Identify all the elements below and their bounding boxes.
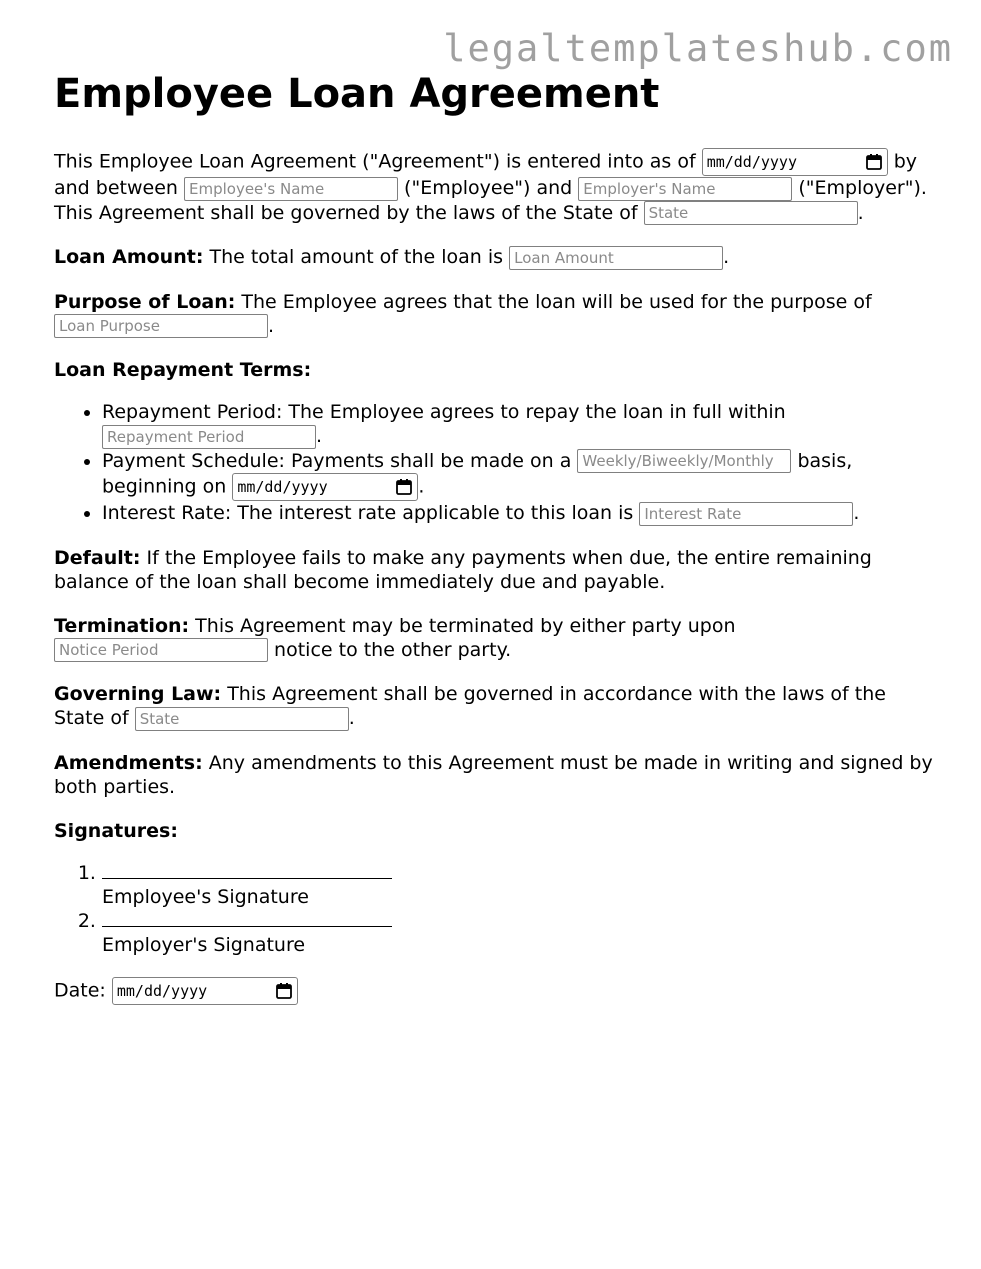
repayment-period-text: Repayment Period: The Employee agrees to repay the loan in full within	[102, 401, 786, 423]
document-title: Employee Loan Agreement	[54, 71, 660, 117]
loan-amount-text: The total amount of the loan is	[209, 246, 504, 268]
calendar-icon[interactable]	[275, 982, 293, 1000]
purpose-label: Purpose of Loan:	[54, 290, 236, 313]
employee-signature-label: 1. Employee's Signature	[102, 885, 309, 908]
amendments-paragraph	[54, 751, 934, 799]
repayment-heading: Loan Repayment Terms:	[54, 359, 312, 381]
calendar-icon[interactable]	[865, 153, 883, 171]
loan-amount-paragraph	[54, 245, 934, 270]
watermark: legaltemplateshub.com	[443, 27, 953, 70]
governing-law-paragraph	[54, 682, 934, 731]
default-label: Default:	[54, 546, 141, 569]
signatures-list	[54, 861, 934, 957]
intro-text-1: This Employee Loan Agreement ("Agreement") is entered into as of	[54, 150, 696, 173]
interest-rate-text: Interest Rate: The interest rate applicable to this loan is	[102, 502, 634, 524]
intro-paragraph	[54, 148, 934, 225]
loan-amount-input[interactable]	[509, 246, 723, 270]
period: .	[853, 502, 860, 524]
repayment-period-input[interactable]	[102, 425, 316, 449]
list-item	[102, 501, 934, 526]
list-item	[102, 909, 934, 957]
signature-date-input[interactable]	[112, 977, 298, 1005]
governing-law-label: Governing Law:	[54, 683, 222, 705]
intro-text-4: ("Employer"). This Agreement shall be governed by the laws of the State of	[54, 177, 927, 224]
signature-date-value: mm/dd/yyyy	[116, 981, 208, 1000]
employer-signature-label: 2. Employer's Signature	[102, 933, 306, 956]
signatures-heading: Signatures:	[54, 819, 178, 842]
intro-text-3: ("Employee") and	[404, 177, 573, 199]
termination-text: This Agreement may be terminated by either party upon	[195, 614, 736, 637]
employee-signature-line[interactable]	[102, 862, 392, 879]
termination-text-2: notice to the other party.	[274, 638, 512, 661]
amendments-text: Any amendments to this Agreement must be made in writing and signed by both parties.	[54, 751, 933, 798]
calendar-icon[interactable]	[395, 478, 413, 496]
list-item	[102, 400, 934, 449]
employer-signature-line[interactable]	[102, 910, 392, 927]
payment-schedule-text-2: basis, beginning on	[102, 449, 853, 498]
signatures-heading-paragraph	[54, 819, 934, 843]
default-text: If the Employee fails to make any payments when due, the entire remaining balance of the loan shall become immediately due and payable.	[54, 546, 872, 593]
document-page	[54, 0, 934, 1005]
period: .	[348, 707, 355, 729]
date-paragraph	[54, 977, 934, 1005]
payment-start-date-value: mm/dd/yyyy	[237, 478, 328, 496]
loan-amount-label: Loan Amount:	[54, 246, 204, 268]
repayment-heading-paragraph	[54, 358, 934, 382]
date-label: Date:	[54, 979, 106, 1001]
employee-name-input[interactable]	[184, 177, 398, 201]
repayment-terms-list	[54, 400, 934, 526]
list-item	[102, 861, 934, 909]
purpose-text: The Employee agrees that the loan will be used for the purpose of	[241, 290, 872, 313]
governing-law-text: This Agreement shall be governed in accordance with the laws of the State of	[54, 683, 886, 729]
period: .	[857, 201, 864, 224]
period: .	[268, 314, 275, 337]
agreement-date-value: mm/dd/yyyy	[706, 153, 797, 171]
payment-schedule-input[interactable]	[577, 449, 791, 473]
payment-start-date-input[interactable]	[232, 473, 418, 501]
interest-rate-input[interactable]	[639, 502, 853, 526]
state-input[interactable]	[644, 201, 858, 225]
payment-schedule-text: Payment Schedule: Payments shall be made on a	[102, 449, 572, 472]
governing-state-input[interactable]	[135, 707, 349, 731]
intro-text-2: by and between	[54, 150, 918, 199]
agreement-date-input[interactable]	[702, 148, 888, 176]
period: .	[316, 425, 323, 447]
purpose-paragraph	[54, 290, 934, 339]
default-paragraph	[54, 546, 934, 594]
employer-name-input[interactable]	[578, 177, 792, 201]
notice-period-input[interactable]	[54, 638, 268, 662]
period: .	[418, 475, 425, 498]
amendments-label: Amendments:	[54, 751, 203, 774]
termination-paragraph	[54, 614, 934, 663]
period: .	[723, 246, 730, 268]
termination-label: Termination:	[54, 614, 190, 637]
list-item	[102, 449, 934, 502]
loan-purpose-input[interactable]	[54, 314, 268, 338]
